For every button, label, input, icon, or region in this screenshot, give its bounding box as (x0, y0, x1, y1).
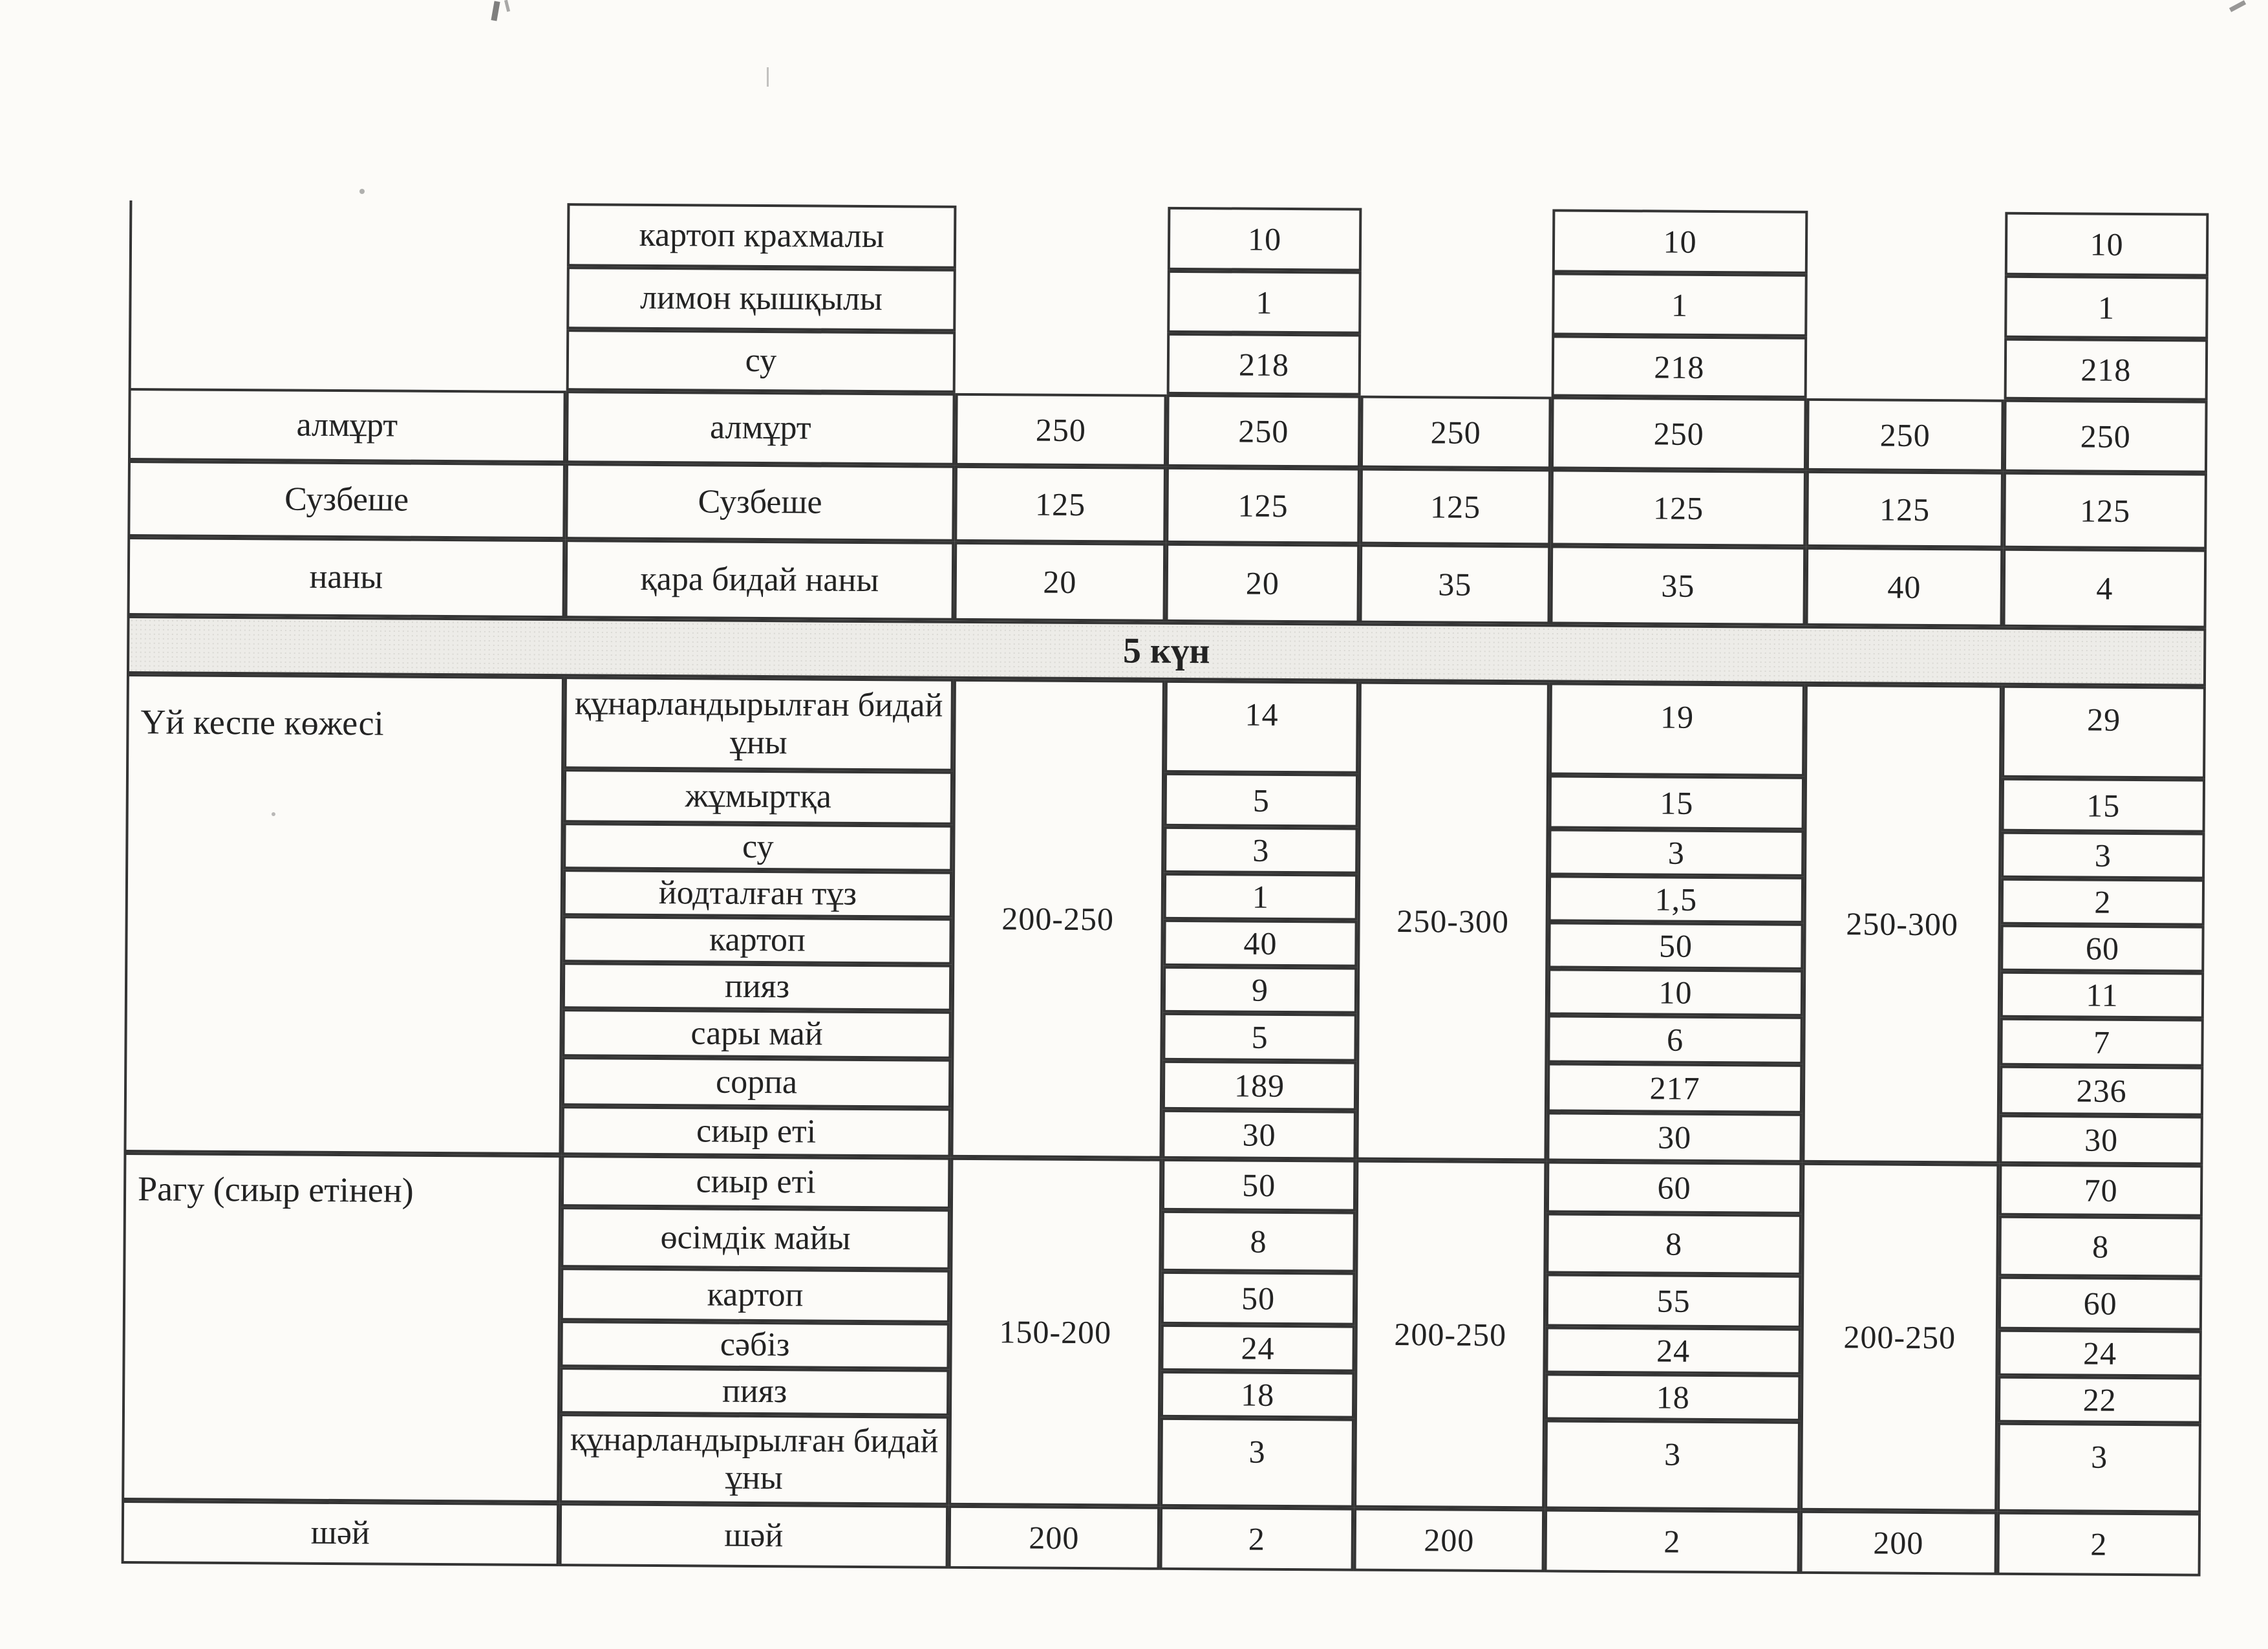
amount-cell: 250 (2004, 400, 2208, 473)
dish-cell: Рагу (сиыр етінен) (122, 1152, 561, 1503)
amount-cell: 24 (1998, 1330, 2201, 1377)
ingredient-cell: сары май (562, 1009, 951, 1059)
portion-cell: 125 (954, 466, 1166, 543)
amount-cell: 5 (1162, 1013, 1356, 1062)
amount-cell: 4 (2002, 548, 2207, 629)
scan-speck (504, 0, 510, 12)
ingredient-cell: құнарландырылған бидай ұны (564, 676, 954, 771)
portion-cell: 250-300 (1802, 684, 2002, 1164)
amount-cell: 8 (1161, 1211, 1356, 1273)
portion-cell: 35 (1359, 544, 1550, 625)
amount-cell: 70 (1999, 1164, 2203, 1217)
amount-cell: 24 (1161, 1324, 1354, 1372)
ingredient-cell: су (563, 823, 952, 872)
menu-table (122, 200, 2209, 1577)
amount-cell: 30 (1546, 1112, 1802, 1162)
amount-cell: 60 (1546, 1161, 1802, 1214)
portion-cell: 125 (1806, 471, 2004, 548)
amount-cell: 29 (2002, 685, 2206, 779)
amount-cell: 5 (1164, 773, 1359, 828)
amount-cell: 8 (1546, 1212, 1802, 1275)
amount-cell: 18 (1545, 1373, 1801, 1421)
amount-cell: 7 (2000, 1018, 2203, 1067)
amount-cell: 250 (1166, 394, 1361, 468)
amount-cell: 50 (1548, 921, 1803, 969)
amount-cell: 55 (1546, 1273, 1801, 1328)
amount-cell: 1,5 (1548, 875, 1804, 923)
ingredient-cell: Сузбеше (565, 463, 955, 542)
ingredient-cell: жұмыртқа (564, 769, 953, 825)
amount-cell: 1 (1167, 270, 1362, 334)
portion-cell: 125 (1360, 468, 1551, 546)
portion-cell: 20 (954, 542, 1166, 622)
ingredient-cell: сиыр еті (561, 1155, 950, 1209)
ingredient-cell: өсімдік майы (561, 1207, 950, 1270)
ingredient-cell: алмұрт (566, 391, 956, 466)
dish-cell: наны (127, 537, 566, 618)
amount-cell: 10 (1548, 968, 1803, 1016)
amount-cell: 218 (2004, 338, 2209, 401)
amount-cell: 10 (1168, 207, 1362, 272)
portion-cell: 250-300 (1356, 682, 1550, 1161)
amount-cell: 15 (2002, 778, 2206, 833)
amount-cell: 1 (2004, 275, 2209, 339)
portion-cell: 200 (948, 1505, 1161, 1570)
ingredient-cell: картоп крахмалы (567, 203, 957, 269)
amount-cell: 2 (2001, 878, 2205, 926)
amount-cell: 3 (1164, 826, 1358, 874)
amount-cell: 18 (1161, 1371, 1354, 1419)
portion-cell: 200-250 (1354, 1160, 1546, 1509)
amount-cell: 30 (1999, 1115, 2203, 1165)
amount-cell: 24 (1545, 1326, 1801, 1374)
amount-cell: 20 (1165, 543, 1360, 623)
portion-cell: 200-250 (950, 679, 1165, 1159)
amount-cell: 60 (2000, 925, 2204, 973)
dish-cell: шәй (122, 1500, 560, 1566)
ingredient-cell: қара бидай наны (565, 539, 955, 621)
amount-cell: 8 (1998, 1216, 2203, 1278)
amount-cell: 3 (1548, 828, 1804, 876)
amount-cell: 22 (1998, 1376, 2201, 1424)
amount-cell: 218 (1552, 335, 1808, 398)
amount-cell: 1 (1552, 272, 1808, 336)
amount-cell: 236 (2000, 1066, 2203, 1116)
amount-cell: 250 (1551, 396, 1807, 470)
amount-cell: 10 (2005, 212, 2209, 277)
amount-cell: 125 (1166, 467, 1360, 544)
ingredient-cell: шәй (559, 1503, 949, 1569)
amount-cell: 3 (1160, 1417, 1354, 1508)
amount-cell: 14 (1164, 680, 1359, 774)
ingredient-cell: лимон қышқылы (566, 266, 956, 332)
amount-cell: 2 (1160, 1507, 1354, 1571)
amount-cell: 217 (1547, 1062, 1803, 1113)
scan-speck (491, 1, 500, 21)
amount-cell: 15 (1549, 775, 1804, 830)
amount-cell: 2 (1997, 1512, 2201, 1577)
scan-speck (359, 189, 365, 194)
ingredient-cell: құнарландырылған бидай ұны (559, 1414, 949, 1505)
amount-cell: 125 (1550, 469, 1806, 546)
amount-cell: 30 (1162, 1110, 1356, 1160)
ingredient-cell: картоп (562, 916, 952, 965)
amount-cell: 40 (1163, 920, 1357, 967)
portion-cell: 250 (1360, 396, 1552, 469)
ingredient-cell: сиыр еті (561, 1106, 950, 1158)
amount-cell: 3 (2001, 832, 2205, 879)
amount-cell: 11 (2000, 971, 2204, 1019)
ingredient-cell: пияз (560, 1367, 949, 1416)
ingredient-cell: су (566, 329, 956, 393)
amount-cell: 189 (1162, 1061, 1356, 1111)
ingredient-cell: картоп (561, 1267, 950, 1323)
ingredient-cell: йодталған тұз (563, 869, 952, 918)
dish-cell: алмұрт (128, 388, 566, 463)
portion-cell: 200 (1800, 1511, 1998, 1575)
portion-cell: 150-200 (948, 1158, 1162, 1507)
amount-cell: 125 (2003, 472, 2207, 550)
amount-cell: 10 (1552, 209, 1808, 274)
portion-cell: 200 (1354, 1508, 1545, 1573)
dish-cell: Сузбеше (127, 460, 566, 539)
scan-speck (767, 67, 769, 87)
portion-cell: 40 (1805, 547, 2003, 627)
amount-cell: 35 (1550, 545, 1806, 625)
scan-speck (2229, 0, 2246, 12)
ingredient-cell: пияз (562, 962, 952, 1011)
portion-cell: 250 (1806, 398, 2004, 472)
ingredient-cell: сәбіз (560, 1320, 949, 1370)
amount-cell: 9 (1163, 966, 1357, 1014)
day-band: 5 күн (127, 616, 2206, 687)
portion-cell: 200-250 (1800, 1163, 1999, 1512)
portion-cell: 250 (955, 393, 1167, 467)
amount-cell: 218 (1167, 333, 1362, 396)
amount-cell: 2 (1545, 1509, 1801, 1573)
ingredient-cell: сорпа (562, 1057, 951, 1108)
amount-cell: 3 (1997, 1423, 2201, 1513)
amount-cell: 19 (1549, 682, 1805, 776)
amount-cell: 6 (1547, 1015, 1803, 1064)
amount-cell: 50 (1162, 1159, 1356, 1212)
amount-cell: 60 (1998, 1277, 2202, 1331)
dish-cell-empty (129, 200, 568, 391)
dish-cell: Үй кеспе көжесі (123, 674, 564, 1155)
amount-cell: 50 (1161, 1271, 1355, 1326)
amount-cell: 3 (1545, 1419, 1801, 1510)
amount-cell: 1 (1164, 873, 1358, 921)
